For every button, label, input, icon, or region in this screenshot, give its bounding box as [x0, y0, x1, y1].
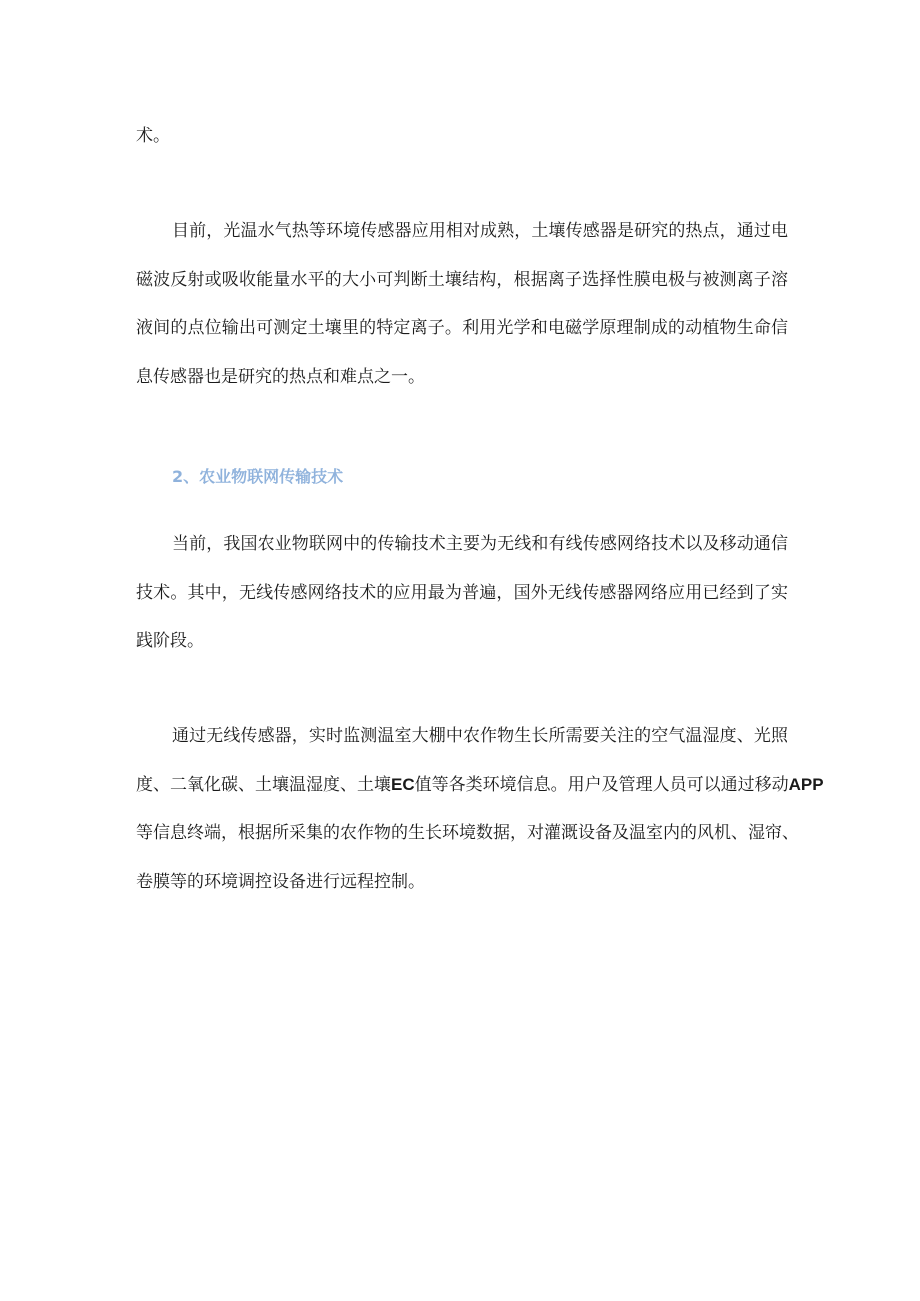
text-line: 液间的点位输出可测定土壤里的特定离子。利用光学和电磁学原理制成的动植物生命信 — [136, 318, 788, 338]
text-line: 通过无线传感器，实时监测温室大棚中农作物生长所需要关注的空气温湿度、光照 — [172, 726, 788, 746]
text-line — [136, 761, 824, 810]
text-line: 息传感器也是研究的热点和难点之一。 — [136, 366, 425, 387]
paragraph-fragment — [136, 112, 788, 161]
section-heading — [172, 462, 343, 492]
text-segment: 值等各类环境信息。用户及管理人员可以通过移动 — [414, 774, 789, 795]
text-line: 等信息终端，根据所采集的农作物的生长环境数据，对灌溉设备及温室内的风机、湿帘、 — [136, 823, 799, 843]
text-line: 当前，我国农业物联网中的传输技术主要为无线和有线传感网络技术以及移动通信 — [172, 534, 788, 554]
section-title: 、农业物联网传输技术 — [183, 467, 344, 486]
text-line: 卷膜等的环境调控设备进行远程控制。 — [136, 871, 425, 892]
text-line: 践阶段。 — [136, 631, 204, 651]
text-segment-app: APP — [788, 774, 824, 794]
text-segment: 度、二氧化碳、土壤温湿度、土壤 — [136, 774, 391, 795]
text-line: 目前，光温水气热等环境传感器应用相对成熟，土壤传感器是研究的热点，通过电 — [172, 221, 788, 241]
section-number: 2 — [172, 467, 184, 486]
paragraph-transmission — [136, 520, 788, 666]
text-segment-ec: EC — [391, 774, 415, 794]
paragraph-sensors — [136, 207, 788, 401]
paragraph-wireless — [136, 712, 824, 906]
text-line: 技术。其中，无线传感网络技术的应用最为普遍，国外无线传感器网络应用已经到了实 — [136, 582, 788, 603]
text-line: 磁波反射或吸收能量水平的大小可判断土壤结构，根据离子选择性膜电极与被测离子溶 — [136, 269, 788, 290]
text-line: 术。 — [136, 126, 170, 146]
